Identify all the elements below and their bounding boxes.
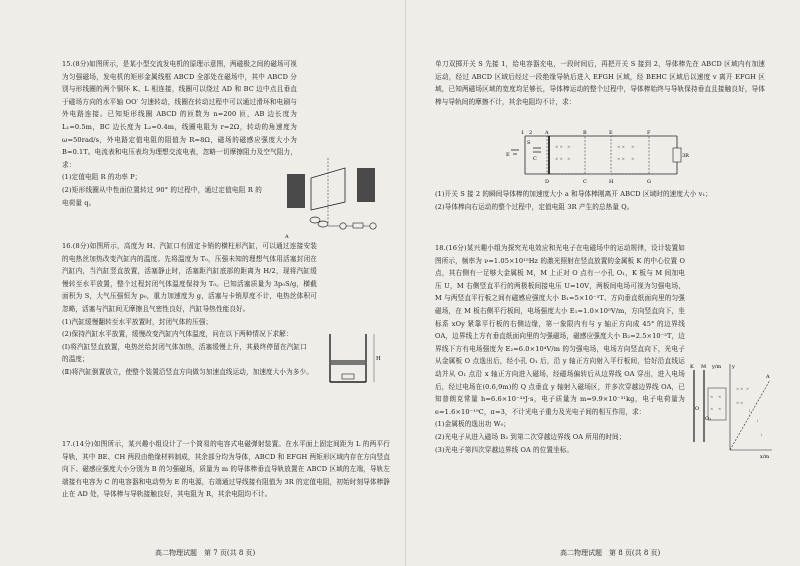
photoelectric-figure: [690, 360, 775, 460]
q16-stem: 16.(8分)如图所示，高度为 H、汽缸口有固定卡销的横柱形汽缸，可以通过连接安装的电热丝加热改变汽缸内的温度。先将温度为 T₀，压强未知的理想气体用活塞封闭在汽缸内，当汽缸竖直放置，活塞静止时，活塞距汽缸底部的距离为 H/2，现将汽缸缓慢转至水平放置，整个过程封闭气体温度保持为 T₀。已知活塞质量为 3p₀S/g，横截面积为 S，大气压强恒为 p₀，重力加速度为 g，活塞与卡销厚度不计，电热丝体积可忽略，活塞与汽缸间无摩擦且气密性良好，汽缸导热性能良好。: [62, 242, 317, 313]
q17-part-1: (1)开关 S 接 2 的瞬间导体棒的加速度大小 a 和导体棒刚离开 ABCD 区域时的速度大小 v₁；: [435, 190, 712, 198]
q18-stem: 18.(16分)某兴趣小组为探究光电效应和光电子在电磁场中的运动规律，设计装置如图所示，频率为 ν=1.05×10¹⁵Hz 的激光照射在竖直放置的金属板 K 的中心位置 O 点，其右侧有一足够大金属板 M，M 上正对 O 点有一小孔 O₁，K 板与 M 间加电压 U，M 右侧竖直平行的两极板间接电压 U=10V，两板间电场可视为匀强电场，M 与两竖直平行板之间有磁感应强度大小 B₁=5×10⁻³T、方向垂直纸面向里的匀强磁场，在 M 板右侧平行板间，电场强度大小 E₁=1.0×10⁵V/m，方向竖直向下，坐标系 xOy 紧靠平行板的右侧边缘，第一象限内有与 y 轴正方向成 45° 的边界线 OA，边界线上方有垂直纸面向里的匀强磁场，磁感应强度大小 B₂=2.5×10⁻³T，边界线下方有电场强度为 E₂=6.0×10⁴V/m 的匀强电场，电场方向竖直向下，光电子从金属板 O 点逸出后，经小孔 O₁ 后，沿 y 轴正方向射入平行板间，恰好沿直线运动并从 O₁ 点沿 x 轴正方向进入磁场，经磁场偏转后从边界线 OA 穿出，进入电场后，经过电场在(0.6,9m)的 Q 点垂直 y 轴射入磁场区，并多次穿越边界线 OA，已知普朗克常量 h=6.6×10⁻³⁴J·s，电子质量为 m=9.9×10⁻³¹kg，电子电荷量为 e=1.6×10⁻¹⁹C，π=3，不计光电子重力及光电子间的相互作用，求：: [435, 244, 685, 416]
cylinder-figure: [318, 330, 388, 392]
svg-text:↓: ↓: [748, 409, 752, 413]
q15-part-2: (2)矩形线圈从中性面位置转过 90° 的过程中，通过定值电阻 R 的电荷量 q。: [62, 185, 262, 207]
q16-part-2: (2)保持汽缸水平放置，缓慢改变汽缸内气体温度，问在以下两种情况下求解：: [62, 330, 293, 339]
q17-part-2: (2)导体棒向右运动的整个过程中，定值电阻 3R 产生的总热量 Q。: [435, 202, 634, 211]
q18-part-3: (3)光电子第四次穿越边界线 OA 的位置坐标。: [435, 445, 574, 454]
svg-text:×: ×: [710, 394, 714, 399]
page-footer-left: 高二物理试题 第 7 页(共 8 页): [155, 549, 256, 557]
svg-text:× ×: × ×: [736, 401, 744, 405]
svg-text:× ×: × ×: [617, 156, 625, 161]
svg-text:↓: ↓: [756, 419, 760, 423]
fig15-label-a: A: [285, 234, 289, 240]
rail-circuit-figure: [505, 128, 690, 188]
label-3r: 3R: [682, 153, 689, 159]
q16-part-2-i: (Ⅰ)将汽缸竖直放置，电热丝给封闭气体加热，活塞缓慢上升，其最终停留在汽缸口的温度；: [62, 342, 307, 364]
label-emf: E: [506, 152, 510, 158]
fig18-label-k: K: [690, 364, 694, 370]
q15-part-1: (1)定值电阻 R 的功率 P；: [62, 173, 142, 182]
svg-text:× ×: × ×: [617, 144, 625, 149]
page-footer-right: 高二物理试题 第 8 页(共 8 页): [560, 549, 661, 557]
svg-text:×: ×: [631, 156, 635, 161]
label-e: E: [609, 130, 613, 136]
fig18-label-o1: O₁: [705, 416, 712, 422]
svg-text:×: ×: [746, 387, 750, 391]
magnet-north: [287, 174, 305, 208]
q16-part-1: (1)汽缸缓慢翻转至水平放置时，封闭气体的压强；: [62, 317, 213, 326]
label-cap: C: [533, 156, 537, 162]
svg-text:×: ×: [631, 144, 635, 149]
svg-text:×: ×: [567, 156, 571, 161]
question-17-parts: [435, 188, 765, 213]
label-h: H: [609, 179, 614, 185]
q17-continued-text: 单刀双掷开关 S 先接 1，给电容器充电，一段时间后，再把开关 S 接到 2，导体棒先在 ABCD 区域内有加速运动，经过 ABCD 区域后经过一段绝缘导轨后进入 EFGH 区域，经 BEHC 区域后以速度 v 离开 EFGH 区域，已知两磁场区域的宽度均足够长，导体棒运动的整个过程中，导体棒始终与导轨保持垂直且接触良好，导体棒与导轨间的摩擦不计，其余电阻均不计，求：: [435, 60, 765, 106]
ammeter: [340, 223, 346, 229]
svg-text:×: ×: [718, 406, 722, 411]
svg-text:× ×: × ×: [555, 144, 563, 149]
fig18-label-y: y: [732, 364, 735, 370]
label-1: 1: [521, 130, 525, 136]
svg-text:H: H: [376, 356, 381, 362]
field-region-efgh: [611, 136, 649, 174]
slip-ring-l: [318, 221, 328, 227]
resistor-3r: [673, 148, 681, 162]
magnet-south: [357, 168, 375, 202]
svg-text:×: ×: [710, 406, 714, 411]
svg-text:× ×: × ×: [736, 387, 744, 391]
fig18-label-x-axis: x/m: [760, 454, 770, 460]
label-a: A: [545, 130, 549, 136]
svg-text:↓: ↓: [760, 433, 764, 437]
label-d: D: [545, 179, 550, 185]
label-f: F: [647, 130, 651, 136]
label-s: S: [527, 140, 531, 146]
generator-figure: [283, 152, 393, 240]
svg-text:× ×: × ×: [555, 156, 563, 161]
label-b: B: [583, 130, 587, 136]
field-region-abcd: [547, 136, 585, 174]
fig18-label-a: A: [766, 374, 770, 380]
svg-text:×: ×: [718, 394, 722, 399]
q17-stem: 17.(14分)如图所示，某兴趣小组设计了一个简易的电容式电磁弹射装置。在水平面上固定间距为 L 的两平行导轨，其中 BE、CH 两段由绝缘材料制成，其余部分均为导体，ABCD 和 EFGH 两矩形区域内存在方向竖直向下、磁感应强度大小分别为 B 的匀强磁场，质量为 m 的导体棒垂直导轨放置在 ABCD 区域的左端，导轨左端接有电容为 C 的电容器和电动势为 E 的电源，右端通过导线接有阻值为 3R 的定值电阻，初始时刻导体棒静止在 AD 处，导体棒与导轨接触良好，其电阻为 R，其余电阻均不计。: [62, 440, 390, 499]
page-fold-divider: [405, 0, 406, 566]
fig18-label-y-axis: y/m: [712, 364, 722, 370]
q15-stem: 15.(8分)如图所示，是某小型交流发电机的原理示意图，两磁极之间的磁场可视为匀强磁场，发电机的矩形金属线框 ABCD 全部处在磁场中，其中 ABCD 分别与形线圈的两个铜环 K、L 相连接，线圈可以绕过 AD 和 BC 边中点且垂直于磁场方向的水平轴 OO′ 匀速转动，线圈在转动过程中可以通过滑环和电刷与外电路连接。已知矩形线圈 ABCD 的匝数为 n=200 匝，AB 边长度为 L₁=0.5m，BC 边长度为 L₂=0.4m，线圈电阻为 r=2Ω，转动的角速度为 ω=50rad/s，外电路定值电阻的阻值为 R=8Ω，磁场的磁感应强度大小为 B=0.1T。电流表和电压表均为理想交流电表，忽略一切摩擦阻力及空气阻力，求：: [62, 60, 297, 169]
heater-wire: [342, 374, 354, 379]
voltmeter: [370, 223, 376, 229]
q18-part-1: (1)金属板的逸出功 W₀；: [435, 420, 511, 429]
question-17: [62, 438, 390, 501]
label-g: G: [647, 179, 651, 185]
q18-part-2: (2)光电子从进入磁场 B₂ 到第二次穿越边界线 OA 所用的时间；: [435, 432, 626, 441]
resistor-r: [353, 223, 363, 228]
fig18-label-m: M: [701, 364, 707, 370]
piston: [331, 360, 365, 365]
svg-text:×: ×: [567, 144, 571, 149]
question-17-continued: [435, 58, 765, 108]
fig18-label-o: O: [695, 406, 700, 412]
label-c: C: [583, 179, 587, 185]
q16-part-2-ii: (Ⅱ)将汽缸倒置放立，使整个装置沿竖直方向做匀加速直线运动，加速度大小为多少。: [62, 367, 313, 376]
label-2: 2: [529, 130, 533, 136]
